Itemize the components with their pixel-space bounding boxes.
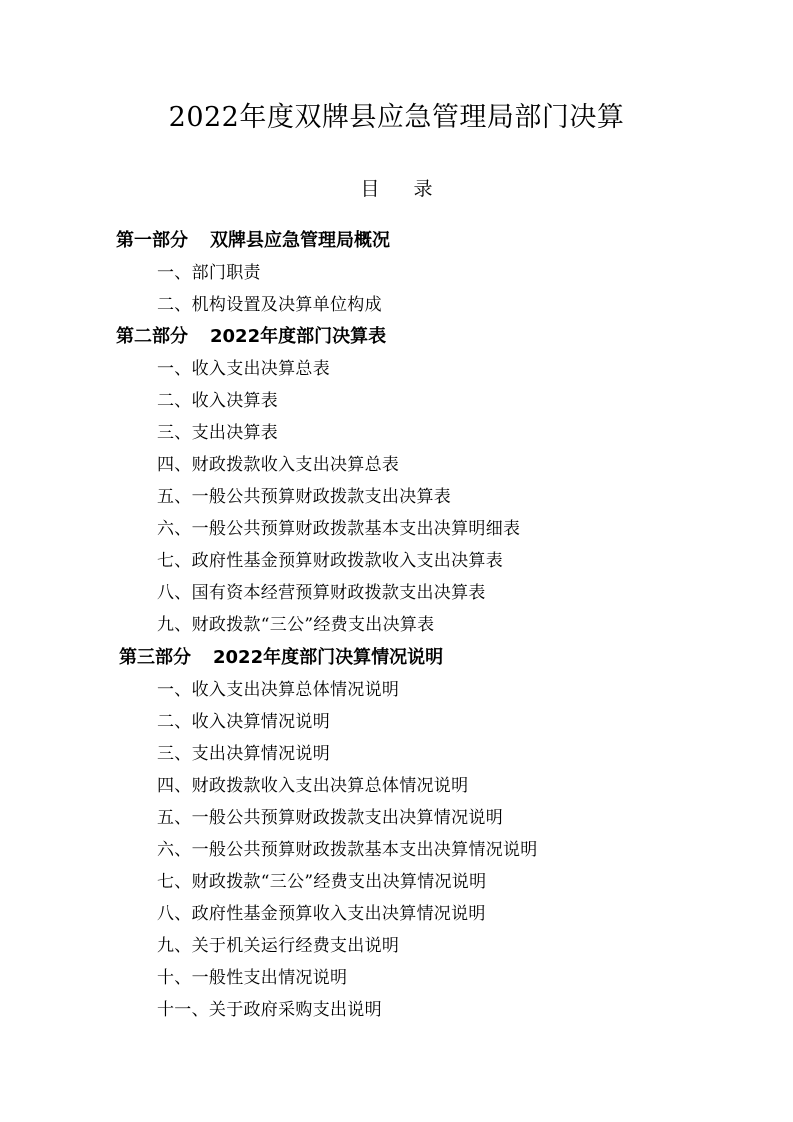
toc-part-1[interactable] <box>116 229 390 253</box>
toc-item[interactable]: 七、政府性基金预算财政拨款收入支出决算表 <box>157 551 503 571</box>
toc-item[interactable]: 六、一般公共预算财政拨款基本支出决算情况说明 <box>157 840 538 860</box>
toc-item[interactable]: 二、机构设置及决算单位构成 <box>157 295 382 315</box>
toc-item[interactable]: 十一、关于政府采购支出说明 <box>157 1000 382 1020</box>
toc-part-2-label: 第二部分 <box>116 326 188 347</box>
toc-part-1-label: 第一部分 <box>116 230 188 251</box>
toc-part-3[interactable] <box>119 646 443 670</box>
toc-item[interactable]: 八、政府性基金预算收入支出决算情况说明 <box>157 904 486 924</box>
toc-item[interactable]: 九、财政拨款“三公”经费支出决算表 <box>157 615 435 635</box>
toc-item[interactable]: 一、部门职责 <box>157 263 261 283</box>
toc-part-2-title: 2022年度部门决算表 <box>210 326 387 347</box>
toc-item[interactable]: 七、财政拨款“三公”经费支出决算情况说明 <box>157 872 487 892</box>
toc-item[interactable]: 五、一般公共预算财政拨款支出决算表 <box>157 487 452 507</box>
toc-item[interactable]: 六、一般公共预算财政拨款基本支出决算明细表 <box>157 519 521 539</box>
toc-item[interactable]: 三、支出决算情况说明 <box>157 744 330 764</box>
document-title: 2022年度双牌县应急管理局部门决算 <box>168 102 625 133</box>
toc-part-3-label: 第三部分 <box>119 647 191 668</box>
toc-heading: 目 录 <box>360 178 447 200</box>
toc-part-3-title: 2022年度部门决算情况说明 <box>213 647 444 668</box>
toc-item[interactable]: 十、一般性支出情况说明 <box>157 968 348 988</box>
toc-part-1-title: 双牌县应急管理局概况 <box>210 230 390 251</box>
toc-item[interactable]: 一、收入支出决算总表 <box>157 359 330 379</box>
toc-item[interactable]: 四、财政拨款收入支出决算总表 <box>157 455 400 475</box>
toc-item[interactable]: 二、收入决算情况说明 <box>157 712 330 732</box>
toc-item[interactable]: 九、关于机关运行经费支出说明 <box>157 936 400 956</box>
toc-item[interactable]: 八、国有资本经营预算财政拨款支出决算表 <box>157 583 486 603</box>
toc-part-2[interactable] <box>116 325 386 349</box>
toc-item[interactable]: 二、收入决算表 <box>157 391 279 411</box>
toc-item[interactable]: 四、财政拨款收入支出决算总体情况说明 <box>157 776 469 796</box>
toc-item[interactable]: 五、一般公共预算财政拨款支出决算情况说明 <box>157 808 503 828</box>
toc-item[interactable]: 一、收入支出决算总体情况说明 <box>157 680 400 700</box>
toc-item[interactable]: 三、支出决算表 <box>157 423 279 443</box>
